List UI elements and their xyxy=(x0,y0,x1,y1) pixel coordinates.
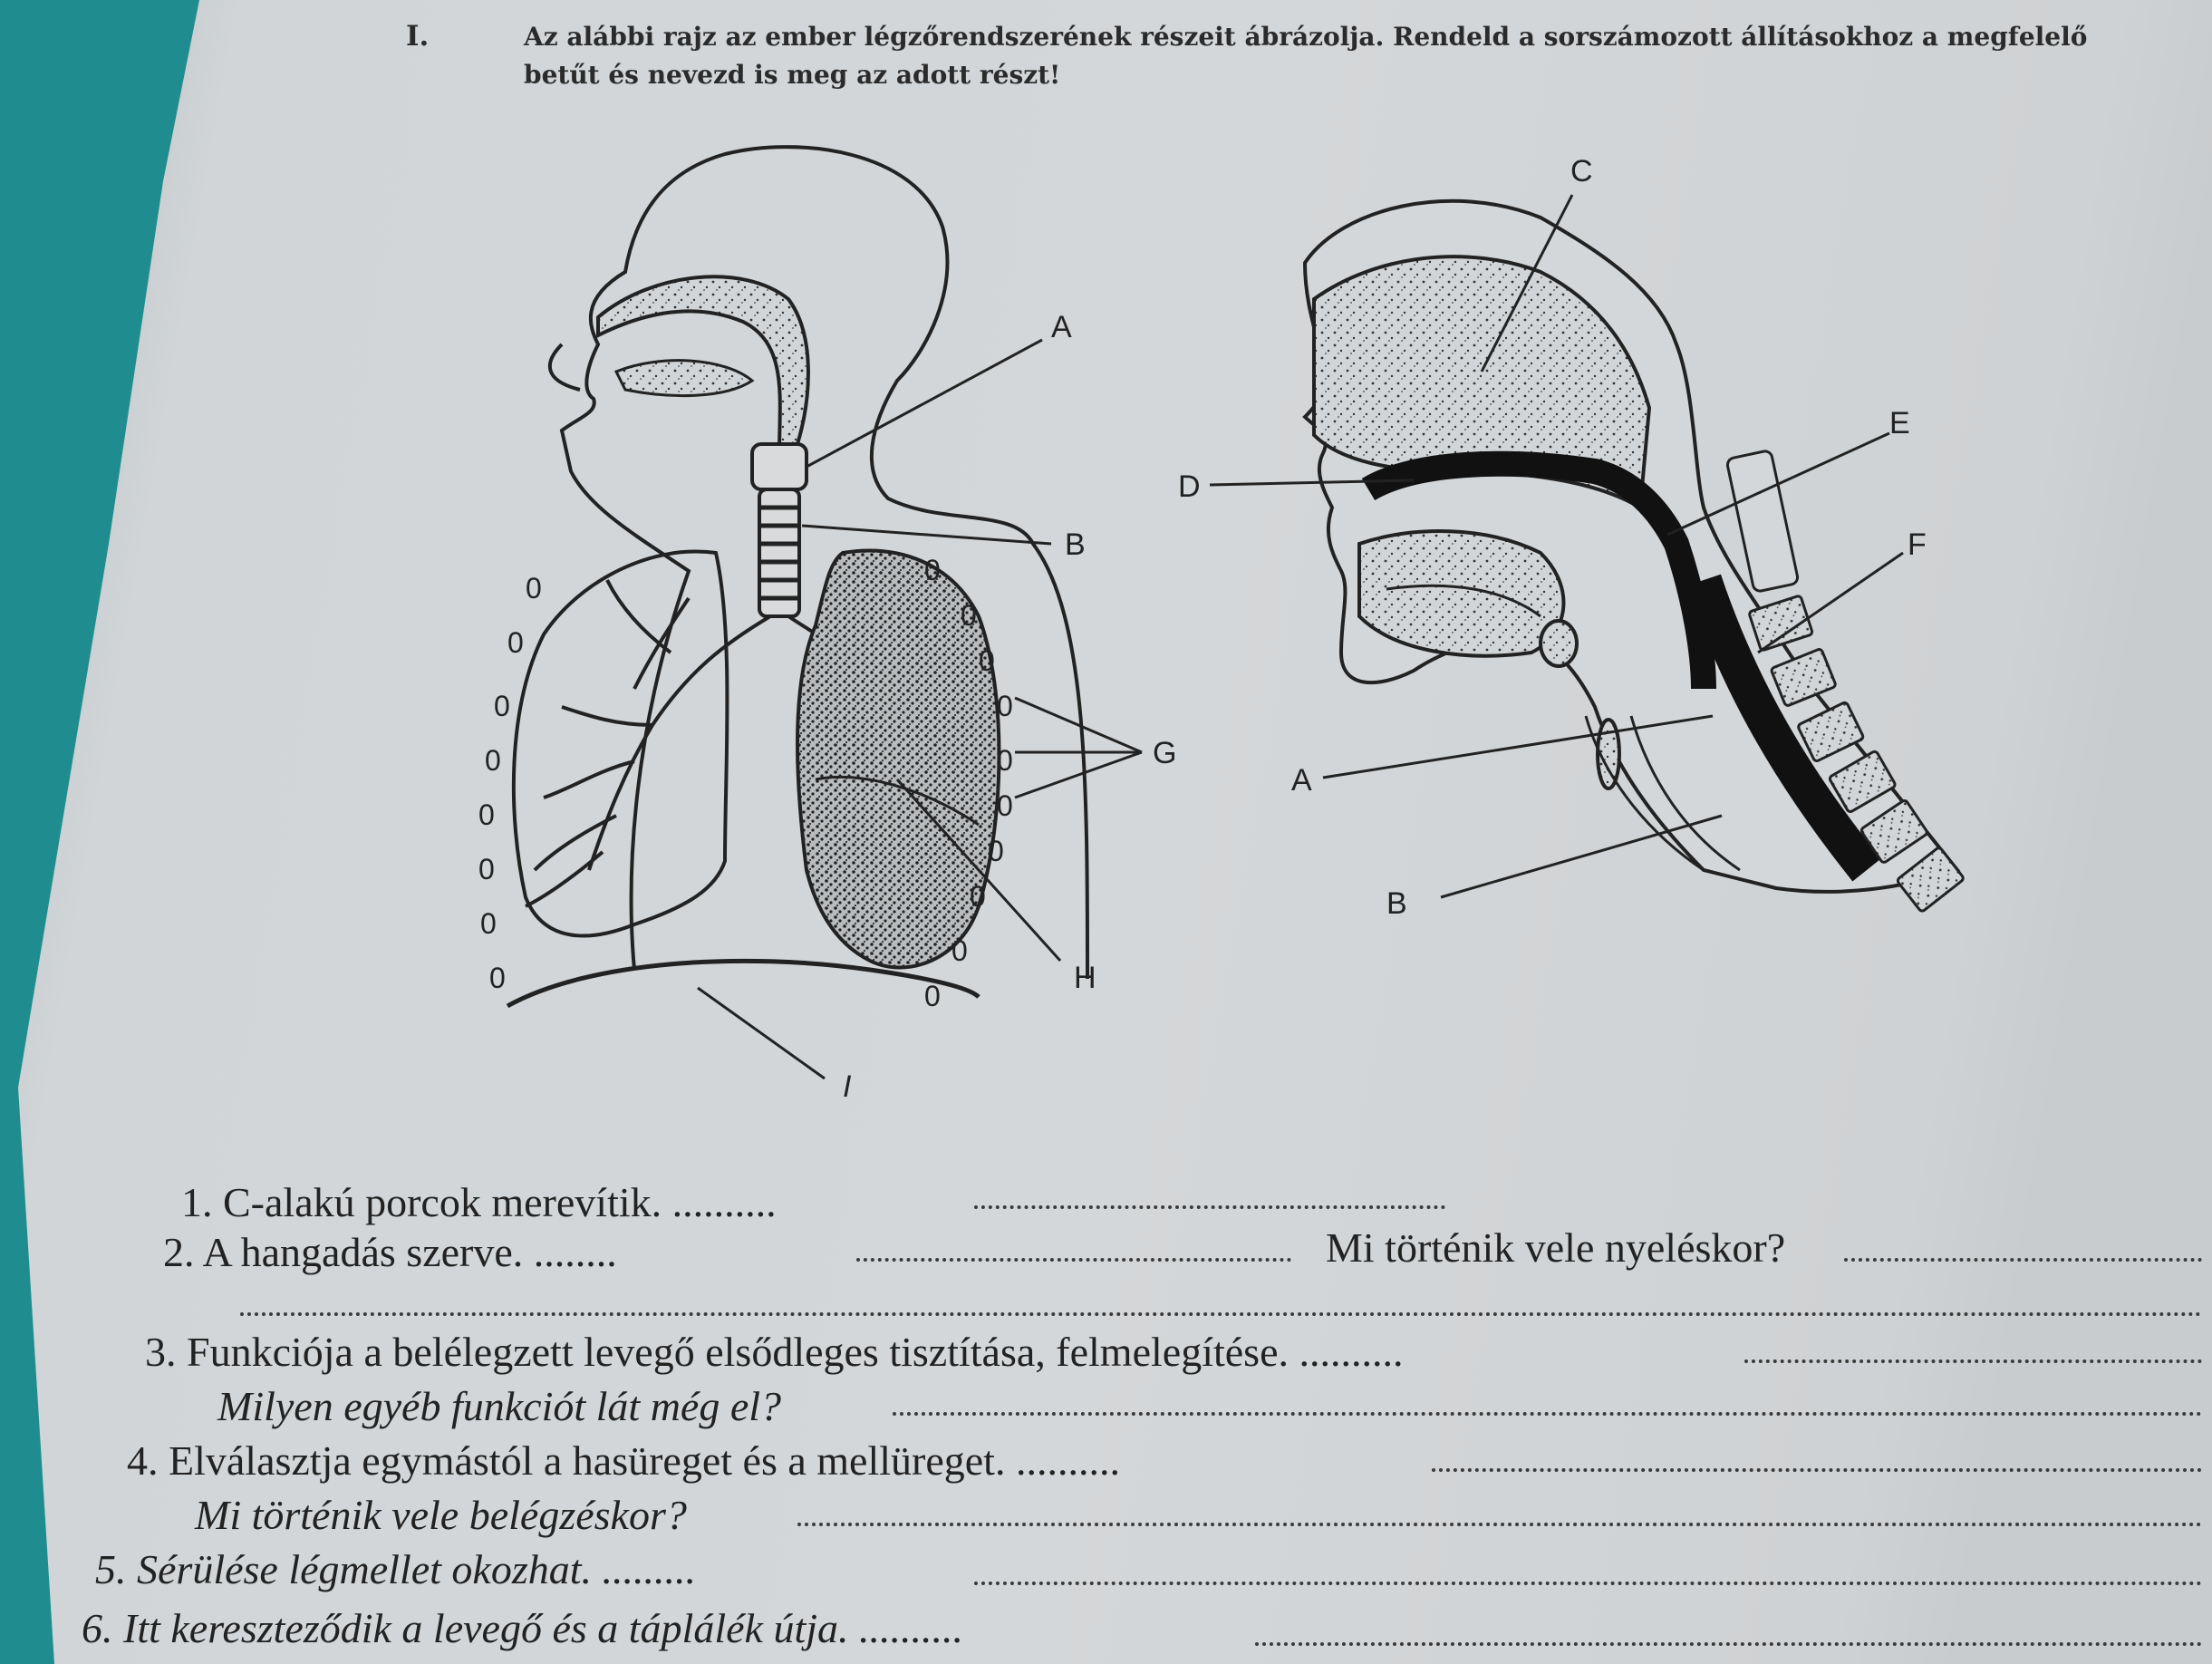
answer-line-3b[interactable] xyxy=(893,1412,2202,1416)
label-a-left: A xyxy=(1051,310,1072,344)
lung-left xyxy=(514,551,728,935)
question-5-text: 5. Sérülése légmellet okozhat. xyxy=(95,1546,603,1592)
rib-mark: 0 xyxy=(480,907,497,940)
label-f: F xyxy=(1908,527,1927,562)
answer-line-4[interactable] xyxy=(1432,1468,2202,1472)
question-3-dots: .......... xyxy=(1299,1329,1404,1375)
question-5 xyxy=(95,1545,696,1593)
question-3 xyxy=(145,1328,1404,1376)
answer-line-3[interactable] xyxy=(1744,1359,2202,1363)
question-6-text: 6. Itt kereszteződik a levegő és a táplálék útja. xyxy=(82,1605,860,1651)
question-4 xyxy=(127,1437,1120,1485)
rib-mark: 0 xyxy=(485,744,501,777)
question-2 xyxy=(163,1228,617,1276)
rib-mark: 0 xyxy=(494,690,510,722)
task-instruction: Az alábbi rajz az ember légzőrendszerének részeit ábrázolja. Rendeld a sorszámozott állításokhoz a megfelelő betűt és nevezd is meg az adott részt! xyxy=(524,22,2088,90)
rib-mark: 0 xyxy=(970,880,986,913)
label-g: G xyxy=(1153,736,1177,770)
answer-line-4b[interactable] xyxy=(797,1523,2202,1526)
rib-mark: 0 xyxy=(478,853,495,885)
rib-mark: 0 xyxy=(997,744,1013,777)
answer-line-2b[interactable] xyxy=(1844,1258,2202,1262)
rib-mark: 0 xyxy=(924,980,941,1012)
rib-mark: 0 xyxy=(988,835,1004,867)
rib-mark: 0 xyxy=(924,554,941,586)
rib-mark: 0 xyxy=(489,962,506,994)
label-a-right: A xyxy=(1291,763,1312,798)
label-c: C xyxy=(1570,154,1593,189)
rib-mark: 0 xyxy=(951,934,968,967)
rib-mark: 0 xyxy=(526,572,542,605)
rib-mark: 0 xyxy=(478,798,495,831)
task-number: I. xyxy=(406,20,430,53)
question-3-sub: Milyen egyéb funkciót lát még el? xyxy=(217,1383,782,1429)
question-1-text: 1. C-alakú porcok merevítik. xyxy=(181,1179,672,1225)
label-i: I xyxy=(843,1069,852,1104)
question-6-dots: .......... xyxy=(859,1605,964,1651)
question-4-dots: .......... xyxy=(1015,1437,1120,1484)
question-4-text: 4. Elválasztja egymástól a hasüreget és a mellüreget. xyxy=(127,1437,1016,1484)
answer-line-2[interactable] xyxy=(856,1258,1291,1262)
question-6 xyxy=(82,1604,963,1652)
rib-mark: 0 xyxy=(961,599,977,632)
answer-line-2c[interactable] xyxy=(240,1312,2202,1316)
label-b-right: B xyxy=(1386,886,1407,921)
question-2-extra: Mi történik vele nyeléskor? xyxy=(1326,1224,1786,1271)
label-e: E xyxy=(1889,406,1910,440)
answer-line-1[interactable] xyxy=(974,1205,1445,1209)
trachea xyxy=(752,444,807,616)
rib-mark: 0 xyxy=(979,644,995,677)
question-1-dots: .......... xyxy=(671,1179,777,1225)
question-1 xyxy=(181,1178,777,1226)
label-d: D xyxy=(1178,469,1201,504)
rib-mark: 0 xyxy=(507,626,524,659)
answer-line-5[interactable] xyxy=(974,1582,2202,1585)
question-5-dots: ......... xyxy=(602,1546,697,1592)
question-2-dots: ........ xyxy=(533,1229,617,1275)
label-h: H xyxy=(1074,961,1096,995)
mouth-cavity xyxy=(616,361,752,396)
question-4-sub: Mi történik vele belégzéskor? xyxy=(195,1492,687,1538)
label-b-left: B xyxy=(1065,527,1086,562)
answer-line-6[interactable] xyxy=(1255,1642,2202,1646)
rib-mark: 0 xyxy=(997,690,1013,722)
rib-mark: 0 xyxy=(997,789,1013,822)
question-2-text: 2. A hangadás szerve. xyxy=(163,1229,534,1275)
question-3-text: 3. Funkciója a belélegzett levegő elsődleges tisztítása, felmelegítése. xyxy=(145,1329,1299,1375)
